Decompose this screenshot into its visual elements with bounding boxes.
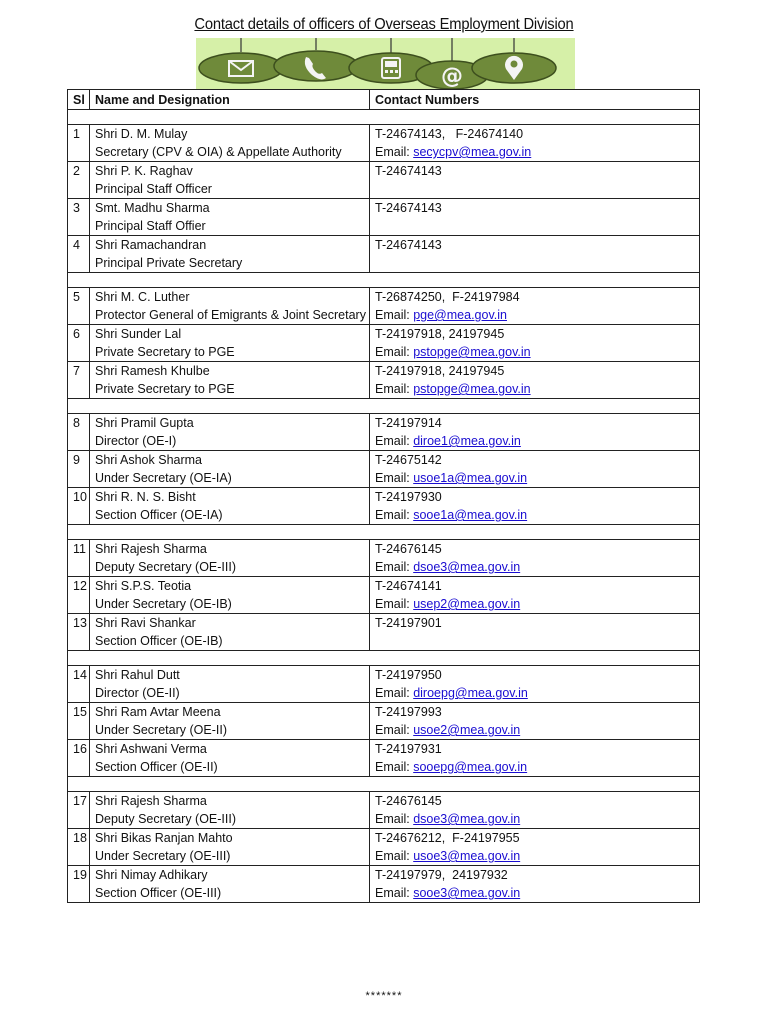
phone-numbers: T-24197914 [375, 416, 442, 430]
row-name-cell [90, 236, 370, 273]
phone-numbers: T-24676145 [375, 794, 442, 808]
email-link[interactable]: pstopge@mea.gov.in [413, 382, 531, 396]
email-line [375, 506, 694, 524]
table-row [68, 451, 700, 488]
page-title: Contact details of officers of Overseas Employment Division [194, 16, 574, 33]
email-line [375, 595, 694, 613]
spacer-cell [68, 651, 700, 666]
group-spacer-row [68, 110, 700, 125]
officer-designation: Section Officer (OE-IA) [95, 508, 223, 522]
email-link[interactable]: pstopge@mea.gov.in [413, 345, 531, 359]
row-sl: 6 [68, 325, 90, 362]
email-link[interactable]: pge@mea.gov.in [413, 308, 507, 322]
row-contact-cell [370, 829, 700, 866]
table-row [68, 162, 700, 199]
officer-designation: Private Secretary to PGE [95, 382, 235, 396]
email-link[interactable]: usoe3@mea.gov.in [413, 849, 521, 863]
phone-numbers: T-24674143 [375, 164, 442, 178]
email-line [375, 558, 694, 576]
email-label: Email: [375, 760, 414, 774]
officer-designation: Private Secretary to PGE [95, 345, 235, 359]
officer-designation: Director (OE-II) [95, 686, 180, 700]
row-contact-cell [370, 792, 700, 829]
email-link[interactable]: diroepg@mea.gov.in [413, 686, 528, 700]
officer-designation: Protector General of Emigrants & Joint Secretary [95, 308, 366, 322]
row-sl: 1 [68, 125, 90, 162]
row-contact-cell [370, 614, 700, 651]
row-sl: 13 [68, 614, 90, 651]
row-name-cell [90, 162, 370, 199]
table-row [68, 125, 700, 162]
row-sl: 2 [68, 162, 90, 199]
table-row [68, 325, 700, 362]
table-row [68, 614, 700, 651]
row-contact-cell [370, 451, 700, 488]
row-name-cell [90, 866, 370, 903]
row-contact-cell [370, 199, 700, 236]
table-row [68, 703, 700, 740]
location-icon [472, 53, 556, 83]
row-name-cell [90, 451, 370, 488]
email-label: Email: [375, 382, 414, 396]
officer-name: Shri R. N. S. Bisht [95, 490, 196, 504]
email-line [375, 306, 694, 324]
email-line [375, 847, 694, 865]
officer-designation: Section Officer (OE-III) [95, 886, 222, 900]
email-link[interactable]: diroe1@mea.gov.in [413, 434, 521, 448]
email-line [375, 810, 694, 828]
officer-designation: Principal Private Secretary [95, 256, 243, 270]
officer-name: Shri Ram Avtar Meena [95, 705, 221, 719]
phone-numbers: T-24197918, 24197945 [375, 364, 505, 378]
officer-name: Shri Ramesh Khulbe [95, 364, 210, 378]
table-row [68, 577, 700, 614]
phone-icon [274, 51, 358, 81]
row-name-cell [90, 488, 370, 525]
phone-numbers: T-24676145 [375, 542, 442, 556]
table-header-row [68, 90, 700, 110]
row-contact-cell [370, 488, 700, 525]
table-row [68, 236, 700, 273]
row-name-cell [90, 125, 370, 162]
officer-designation: Secretary (CPV & OIA) & Appellate Authority [95, 145, 342, 159]
row-sl: 10 [68, 488, 90, 525]
email-label: Email: [375, 812, 414, 826]
phone-numbers: T-24197930 [375, 490, 442, 504]
phone-numbers: T-26874250, F-24197984 [375, 290, 520, 304]
spacer-cell [68, 399, 700, 414]
officer-name: Shri Ramachandran [95, 238, 207, 252]
email-label: Email: [375, 560, 414, 574]
row-name-cell [90, 540, 370, 577]
phone-numbers: T-24674141 [375, 579, 442, 593]
email-line [375, 343, 694, 361]
row-name-cell [90, 414, 370, 451]
row-sl: 17 [68, 792, 90, 829]
email-label: Email: [375, 597, 414, 611]
contacts-table [67, 89, 700, 903]
officer-name: Shri Nimay Adhikary [95, 868, 208, 882]
row-contact-cell [370, 162, 700, 199]
email-link[interactable]: usep2@mea.gov.in [413, 597, 521, 611]
phone-numbers: T-24674143 [375, 238, 442, 252]
officer-designation: Section Officer (OE-IB) [95, 634, 223, 648]
officer-name: Shri D. M. Mulay [95, 127, 188, 141]
email-label: Email: [375, 308, 414, 322]
row-name-cell [90, 325, 370, 362]
group-spacer-row [68, 273, 700, 288]
row-contact-cell [370, 288, 700, 325]
officer-designation: Under Secretary (OE-IB) [95, 597, 232, 611]
email-link[interactable]: sooe1a@mea.gov.in [413, 508, 528, 522]
row-contact-cell [370, 236, 700, 273]
table-row [68, 829, 700, 866]
officer-name: Shri Sunder Lal [95, 327, 182, 341]
footer-marker: ******* [365, 990, 403, 1002]
email-link[interactable]: sooepg@mea.gov.in [413, 760, 528, 774]
row-sl: 9 [68, 451, 90, 488]
email-link[interactable]: usoe1a@mea.gov.in [413, 471, 528, 485]
table-row [68, 792, 700, 829]
group-spacer-row [68, 777, 700, 792]
officer-name: Shri Rajesh Sharma [95, 542, 207, 556]
phone-numbers: T-24197901 [375, 616, 442, 630]
table-body [68, 110, 700, 903]
row-contact-cell [370, 362, 700, 399]
officer-name: Shri P. K. Raghav [95, 164, 193, 178]
phone-numbers: T-24197918, 24197945 [375, 327, 505, 341]
email-label: Email: [375, 471, 414, 485]
officer-designation: Under Secretary (OE-III) [95, 849, 231, 863]
email-line [375, 684, 694, 702]
email-label: Email: [375, 345, 414, 359]
group-spacer-row [68, 651, 700, 666]
officer-name: Shri Rahul Dutt [95, 668, 180, 682]
officer-name: Shri M. C. Luther [95, 290, 190, 304]
row-sl: 5 [68, 288, 90, 325]
row-sl: 14 [68, 666, 90, 703]
row-sl: 11 [68, 540, 90, 577]
row-name-cell [90, 199, 370, 236]
contact-banner [196, 38, 575, 90]
email-label: Email: [375, 145, 414, 159]
email-line [375, 884, 694, 902]
row-sl: 4 [68, 236, 90, 273]
row-contact-cell [370, 540, 700, 577]
email-link[interactable]: usoe2@mea.gov.in [413, 723, 521, 737]
row-name-cell [90, 740, 370, 777]
officer-name: Shri Ashwani Verma [95, 742, 207, 756]
row-sl: 19 [68, 866, 90, 903]
officer-name: Shri Pramil Gupta [95, 416, 194, 430]
email-link[interactable]: sooe3@mea.gov.in [413, 886, 521, 900]
table-row [68, 740, 700, 777]
group-spacer-row [68, 399, 700, 414]
row-contact-cell [370, 666, 700, 703]
row-sl: 8 [68, 414, 90, 451]
row-sl: 12 [68, 577, 90, 614]
phone-numbers: T-24197979, 24197932 [375, 868, 508, 882]
phone-numbers: T-24674143 [375, 201, 442, 215]
row-contact-cell [370, 577, 700, 614]
header-name: Name and Designation [90, 90, 370, 110]
officer-designation: Section Officer (OE-II) [95, 760, 218, 774]
row-contact-cell [370, 703, 700, 740]
table-row [68, 866, 700, 903]
officer-name: Shri Bikas Ranjan Mahto [95, 831, 233, 845]
officer-designation: Under Secretary (OE-II) [95, 723, 227, 737]
row-name-cell [90, 792, 370, 829]
email-label: Email: [375, 686, 414, 700]
row-contact-cell [370, 125, 700, 162]
phone-numbers: T-24197931 [375, 742, 442, 756]
svg-text:@: @ [441, 64, 463, 89]
spacer-cell [68, 110, 700, 125]
phone-numbers: T-24676212, F-24197955 [375, 831, 520, 845]
phone-numbers: T-24675142 [375, 453, 442, 467]
row-name-cell [90, 577, 370, 614]
phone-numbers: T-24197950 [375, 668, 442, 682]
email-label: Email: [375, 849, 414, 863]
table-row [68, 540, 700, 577]
email-label: Email: [375, 886, 414, 900]
row-sl: 3 [68, 199, 90, 236]
row-sl: 16 [68, 740, 90, 777]
row-name-cell [90, 666, 370, 703]
table-row [68, 199, 700, 236]
row-contact-cell [370, 325, 700, 362]
officer-name: Shri Ashok Sharma [95, 453, 202, 467]
email-line [375, 380, 694, 398]
officer-designation: Deputy Secretary (OE-III) [95, 812, 237, 826]
officer-name: Shri Rajesh Sharma [95, 794, 207, 808]
officer-designation: Director (OE-I) [95, 434, 177, 448]
email-link[interactable]: dsoe3@mea.gov.in [413, 560, 521, 574]
row-sl: 18 [68, 829, 90, 866]
table-row [68, 414, 700, 451]
row-name-cell [90, 829, 370, 866]
row-name-cell [90, 614, 370, 651]
row-sl: 15 [68, 703, 90, 740]
phone-numbers: T-24197993 [375, 705, 442, 719]
header-contact: Contact Numbers [370, 90, 700, 110]
officer-name: Shri Ravi Shankar [95, 616, 196, 630]
header-sl: Sl [68, 90, 90, 110]
table-row [68, 288, 700, 325]
row-name-cell [90, 362, 370, 399]
phone-numbers: T-24674143, F-24674140 [375, 127, 524, 141]
envelope-icon [199, 53, 283, 83]
email-label: Email: [375, 723, 414, 737]
spacer-cell [68, 525, 700, 540]
officer-designation: Under Secretary (OE-IA) [95, 471, 232, 485]
row-sl: 7 [68, 362, 90, 399]
table-row [68, 488, 700, 525]
email-line [375, 432, 694, 450]
officer-designation: Principal Staff Offier [95, 219, 206, 233]
email-label: Email: [375, 434, 414, 448]
table-row [68, 666, 700, 703]
email-link[interactable]: dsoe3@mea.gov.in [413, 812, 521, 826]
email-line [375, 469, 694, 487]
row-contact-cell [370, 414, 700, 451]
row-name-cell [90, 703, 370, 740]
spacer-cell [68, 777, 700, 792]
officer-designation: Deputy Secretary (OE-III) [95, 560, 237, 574]
officer-name: Smt. Madhu Sharma [95, 201, 210, 215]
row-contact-cell [370, 866, 700, 903]
spacer-cell [68, 273, 700, 288]
group-spacer-row [68, 525, 700, 540]
table-row [68, 362, 700, 399]
email-line [375, 758, 694, 776]
email-label: Email: [375, 508, 414, 522]
email-link[interactable]: secycpv@mea.gov.in [413, 145, 532, 159]
row-contact-cell [370, 740, 700, 777]
officer-designation: Principal Staff Officer [95, 182, 212, 196]
officer-name: Shri S.P.S. Teotia [95, 579, 192, 593]
email-line [375, 143, 694, 161]
row-name-cell [90, 288, 370, 325]
email-line [375, 721, 694, 739]
